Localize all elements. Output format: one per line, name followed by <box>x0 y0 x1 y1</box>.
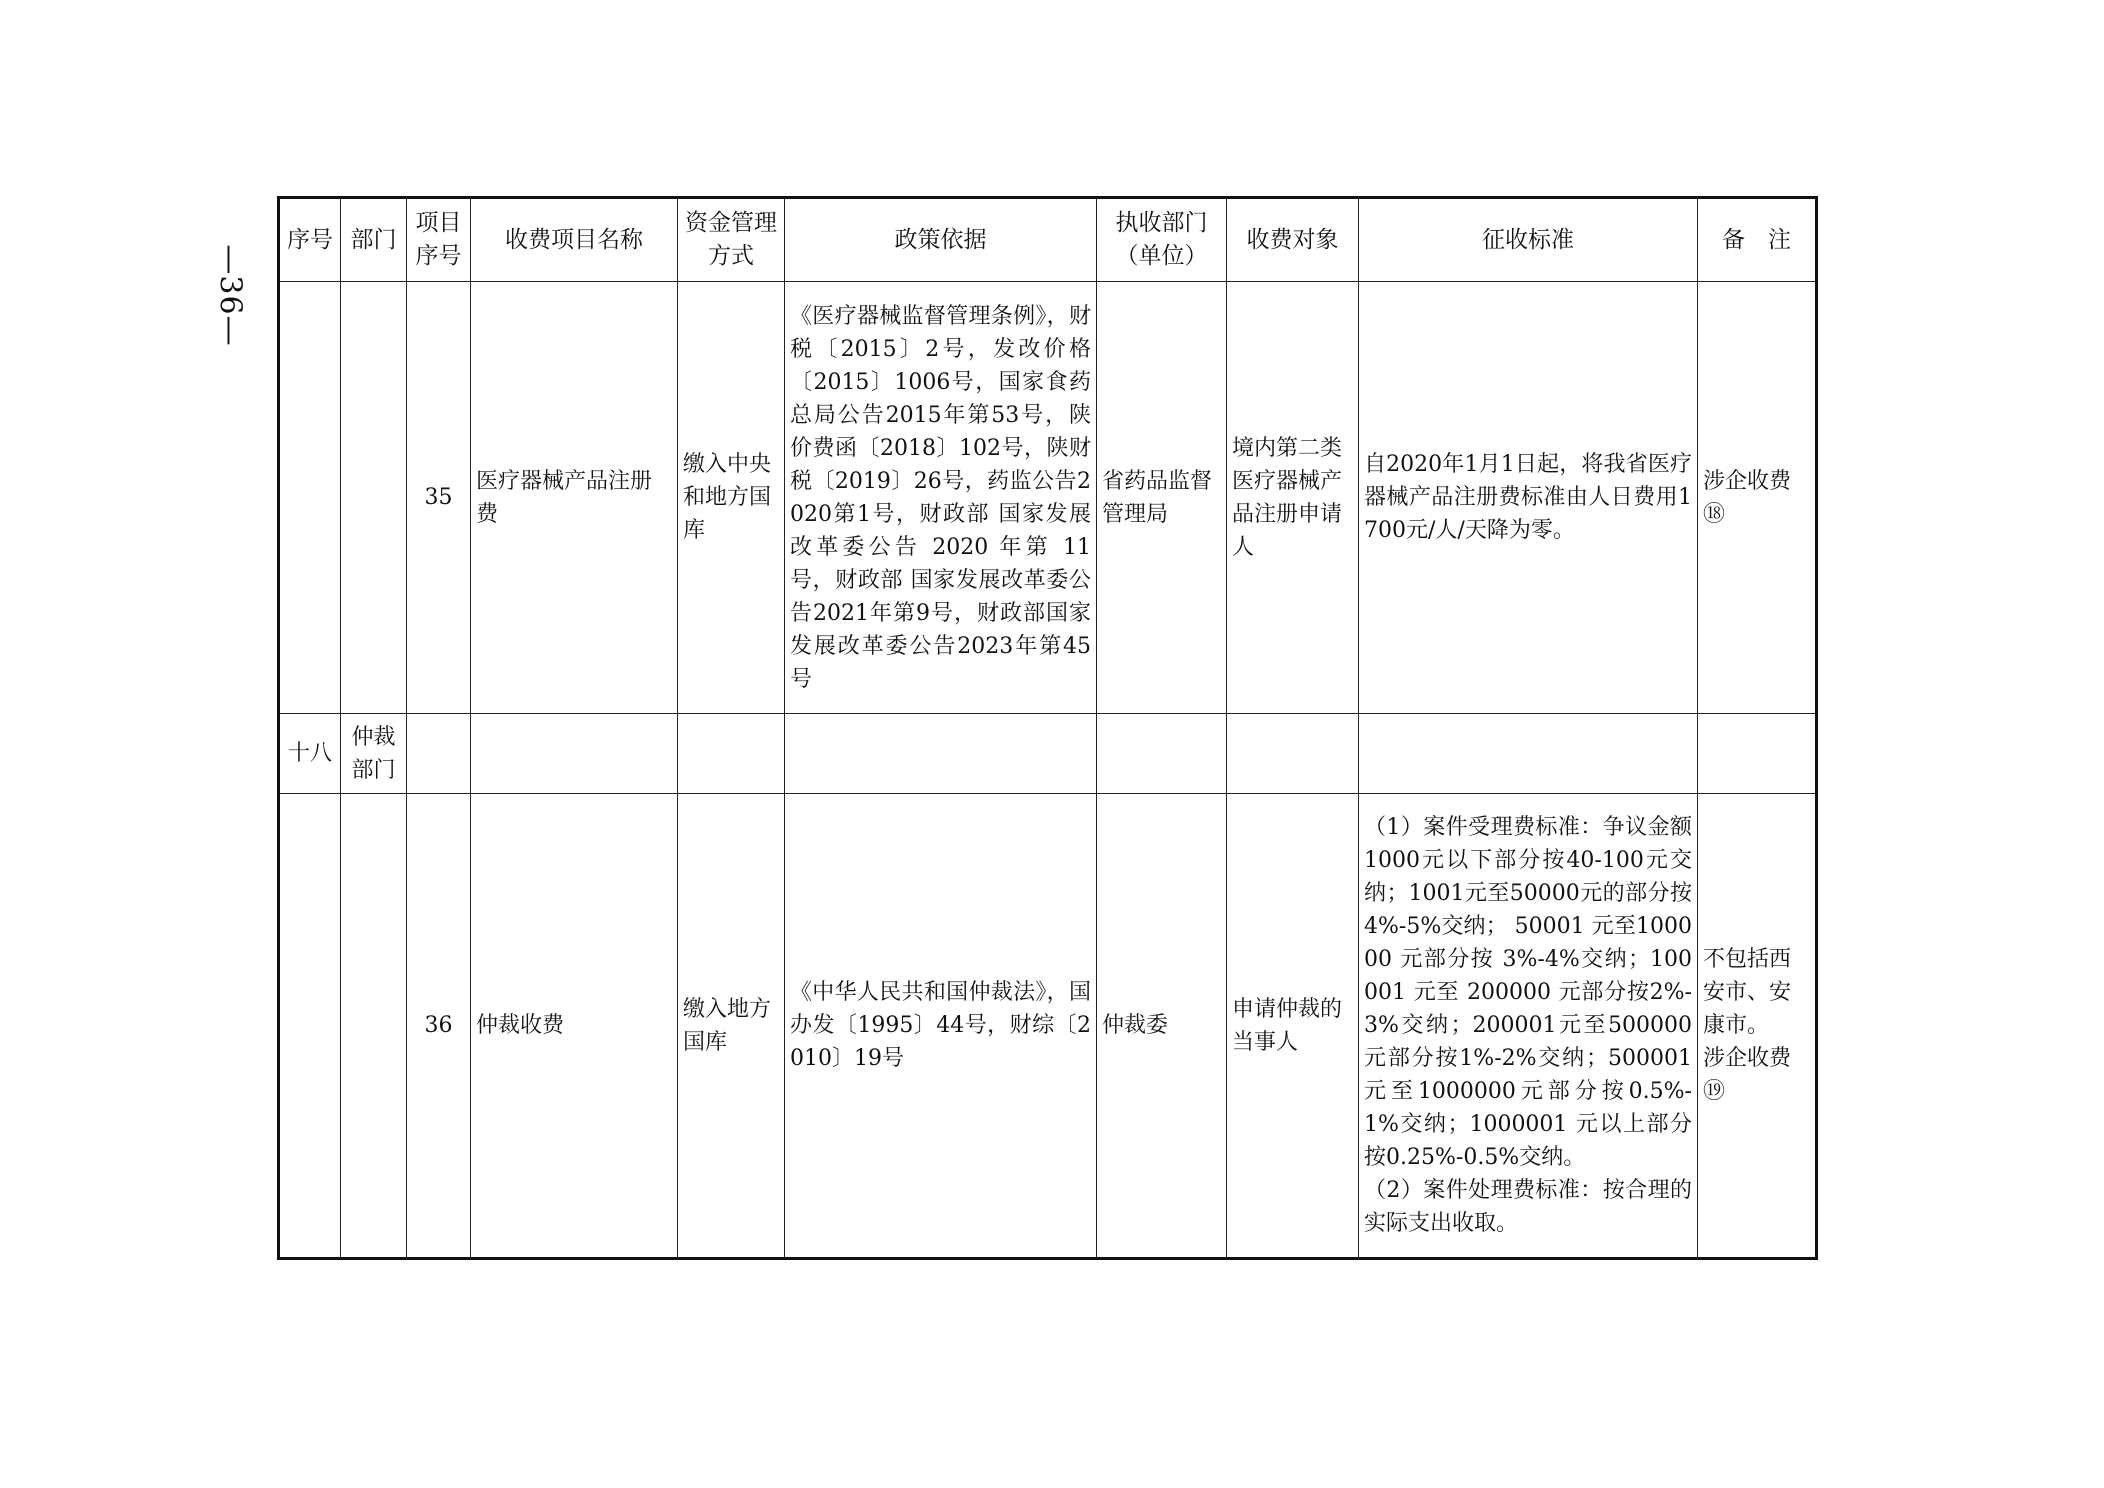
header-remarks: 备 注 <box>1698 198 1817 282</box>
remarks-line-2: 涉企收费⑲ <box>1703 1046 1792 1104</box>
cell-remarks <box>1698 794 1817 1259</box>
cell-empty <box>1227 714 1359 794</box>
cell-target: 申请仲裁的当事人 <box>1227 794 1359 1259</box>
header-dept: 部门 <box>341 198 407 282</box>
header-target: 收费对象 <box>1227 198 1359 282</box>
cell-empty <box>678 714 785 794</box>
standard-line-2: （2）案件处理费标准：按合理的实际支出收取。 <box>1364 1178 1692 1236</box>
cell-seq <box>279 794 341 1259</box>
header-fee-name: 收费项目名称 <box>471 198 678 282</box>
cell-remarks: 涉企收费⑱ <box>1698 282 1817 714</box>
cell-standard: 自2020年1月1日起，将我省医疗器械产品注册费标准由人日费用1700元/人/天降为零。 <box>1359 282 1698 714</box>
cell-item-no: 35 <box>407 282 471 714</box>
table-row-group <box>279 714 1817 794</box>
remarks-line-1: 不包括西安市、安康市。 <box>1703 947 1792 1038</box>
fee-table <box>277 196 1818 1260</box>
cell-standard <box>1359 794 1698 1259</box>
cell-collector: 省药品监督管理局 <box>1097 282 1227 714</box>
table-row <box>279 794 1817 1259</box>
cell-empty <box>471 714 678 794</box>
cell-item-no: 36 <box>407 794 471 1259</box>
cell-fund-mgmt: 缴入中央和地方国库 <box>678 282 785 714</box>
cell-seq <box>279 282 341 714</box>
cell-empty <box>1097 714 1227 794</box>
header-fund-mgmt: 资金管理方式 <box>678 198 785 282</box>
cell-empty <box>1698 714 1817 794</box>
cell-collector: 仲裁委 <box>1097 794 1227 1259</box>
table-header-row <box>279 198 1817 282</box>
cell-empty <box>1359 714 1698 794</box>
page-number-text: —36— <box>212 243 248 347</box>
cell-fund-mgmt: 缴入地方国库 <box>678 794 785 1259</box>
page-number <box>200 235 260 355</box>
cell-empty <box>785 714 1097 794</box>
standard-line-1: （1）案件受理费标准：争议金额1000元以下部分按40-100元交纳；1001元至50000元的部分按 4%-5%交纳； 50001 元至100000 元部分按 3%-4%交纳；100001 元至 200000 元部分按2%-3%交纳；200001元至500000元部分按1%-2%交纳；500001元至1000000元部分按0.5%-1%交纳；1000001 元以上部分按0.25%-0.5%交纳。 <box>1364 815 1692 1170</box>
cell-dept <box>341 794 407 1259</box>
header-standard: 征收标准 <box>1359 198 1698 282</box>
header-policy: 政策依据 <box>785 198 1097 282</box>
cell-seq: 十八 <box>279 714 341 794</box>
header-collector: 执收部门（单位） <box>1097 198 1227 282</box>
cell-empty <box>407 714 471 794</box>
cell-dept <box>341 282 407 714</box>
cell-target: 境内第二类医疗器械产品注册申请人 <box>1227 282 1359 714</box>
table-row <box>279 282 1817 714</box>
cell-policy: 《中华人民共和国仲裁法》，国办发〔1995〕44号，财综〔2010〕19号 <box>785 794 1097 1259</box>
header-seq: 序号 <box>279 198 341 282</box>
cell-fee-name: 仲裁收费 <box>471 794 678 1259</box>
header-item-no: 项目序号 <box>407 198 471 282</box>
cell-fee-name: 医疗器械产品注册费 <box>471 282 678 714</box>
cell-dept: 仲裁部门 <box>341 714 407 794</box>
cell-policy: 《医疗器械监督管理条例》，财税〔2015〕2号，发改价格〔2015〕1006号，国家食药总局公告2015年第53号，陕价费函〔2018〕102号，陕财税〔2019〕26号，药监公告2020第1号，财政部 国家发展改革委公告 2020 年第 11号，财政部 国家发展改革委公告2021年第9号，财政部国家发展改革委公告2023年第45号 <box>785 282 1097 714</box>
